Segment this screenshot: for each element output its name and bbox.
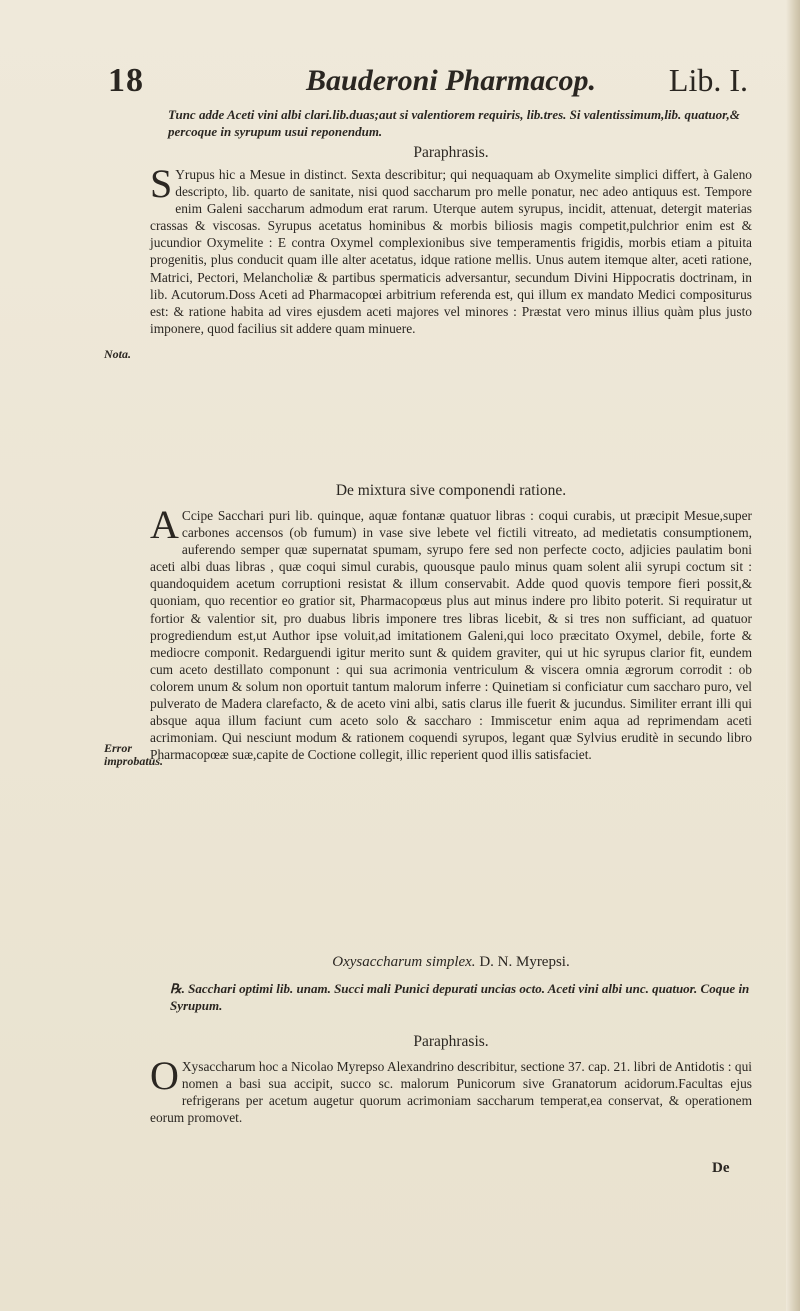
paragraph-text: Xysaccharum hoc a Nicolao Myrepso Alexandrino describitur, sectione 37. cap. 21. libri de Antidotis : qui nomen a basi sua accipit, succo sc. malorum Punicorum sive Granatorum acidorum.Facultas ejus refrigerans per acetum augetur quorum acrimoniam saccharum temperat,ea conservat, & operationem eorum promovet. <box>150 1059 752 1126</box>
section-heading-paraphrasis-2: Paraphrasis. <box>413 1033 489 1050</box>
catchword: De <box>712 1160 730 1176</box>
recipe-text: ℞. Sacchari optimi lib. unam. Succi mali Punici depurati uncias octo. Aceti vini albi unc. quatuor. Coque in Syrupum. <box>170 981 750 1013</box>
paragraph-text: Ccipe Sacchari puri lib. quinque, aquæ fontanæ quatuor libras : coqui curabis, ut præcipit Mesue,super carbones accensos (ob fumum) in vase sive lebete vel fictili vitreato, ad medietatis consumptionem, auferendo semper quæ supernatat spumam, syrupo fere sed non perfecte cocto, adjicies paulatim boni aceti albi duas libras , quæ coqui simul curabis, quousque paulo minus quam solent alii syrupi coctum sit : quandoquidem acetum corruptioni resistat & illum conservabit. Adde quod quovis tempore fieri possit,& quoniam, quo recentior eo gratior sit, Pharmacopœus plus aut minus indere pro libito poterit. Si requiratur ut fortior & valentior sit, pro duabus libris imponere tres libras licebit, & si tres non sufficiant, ad quatuor progrediendum est,ut Author ipse voluit,ad imitationem Galeni,qui loco præcitato Oxymel, debile, forte & mediocre componit. Redarguendi igitur merito sunt & quidem graviter, qui ut hic syrupus clarior fit, eundem cum aceto destillato componunt : qui sua acrimonia ventriculum & viscera omnia ægrorum corrodit : ob colorem unum & solum non oportuit tantum malorum inferre : Quinetiam si conficiatur cum saccharo puro, vel pulverato de Madera clarefacto, & de aceto vini albi, satis clarus ille fuerit & jucundus. Similiter errant illi qui absque aqua illum faciunt cum aceto solo & saccharo : Immiscetur enim aqua ad reprimendam aceti acrimoniam. Qui nesciunt modum & rationem coquendi syrupos, legant quæ Sylvius eruditè in secundo libro Pharmacopœæ suæ,capite de Coctione collegit, illic reperient quod illis satisfaciet. <box>150 508 752 763</box>
dropcap: S <box>150 161 173 206</box>
page-edge <box>786 0 800 1311</box>
paragraph-paraphrasis-1 <box>150 161 752 337</box>
formula-name: Oxysaccharum simplex. <box>332 954 476 970</box>
paragraph-mixtura <box>150 502 752 763</box>
paragraph-text: Yrupus hic a Mesue in distinct. Sexta describitur; qui nequaquam ab Oxymelite simplici differt, à Galeno descripto, lib. quarto de sanitate, nisi quod saccharum pro melle ponatur, nec adeo antiquus est. Tempore enim Galeni saccharum admodum erat rarum. Uterque autem syrupus, incidit, attenuat, detergit materias crassas & viscosas. Syrupus acetatus hominibus & morbis biliosis magis competit,pulchrior enim est & jucundior Oxymelite : E contra Oxymel complexionibus sive temperamentis frigidis, morbis etiam a pituita progenitis, plus conducit quam ille alter acetatus, idque ratione mellis. Unus autem itemque alter, aceti ratione, Matrici, Pectori, Melancholiæ & partibus spermaticis adversantur, secundum Divini Hippocratis doctrinam, in lib. Acutorum.Doss Aceti ad Pharmacopœi arbitrium referenda est, qui illum ex mandato Medici compositurus est: & ratione habita ad vires ejusdem aceti majores vel minores : Præstat vero minus illius quàm plus justo imponere, quod facilius sit addere quam minuere. <box>150 167 752 336</box>
page-number: 18 <box>108 62 144 99</box>
formula-title <box>150 954 752 971</box>
section-heading-mixtura: De mixtura sive componendi ratione. <box>335 482 567 499</box>
paragraph-paraphrasis-2 <box>150 1053 752 1126</box>
margin-note-nota: Nota. <box>104 347 131 361</box>
intro-italic: Tunc adde Aceti vini albi clari.lib.duas;aut si valentiorem requiris, lib.tres. Si valentissimum,lib. quatuor,& percoque in syrupum usui reponendum. <box>168 107 740 139</box>
dropcap: A <box>150 502 179 547</box>
margin-note-error: Error improbatus. <box>104 741 164 768</box>
book-label: Lib. I. <box>668 62 748 98</box>
running-title: Bauderoni Pharmacop. <box>306 64 597 97</box>
section-heading-paraphrasis-1: Paraphrasis. <box>413 144 489 161</box>
page-header <box>108 62 748 112</box>
formula-attribution: D. N. Myrepsi. <box>479 954 570 970</box>
dropcap: O <box>150 1053 179 1098</box>
